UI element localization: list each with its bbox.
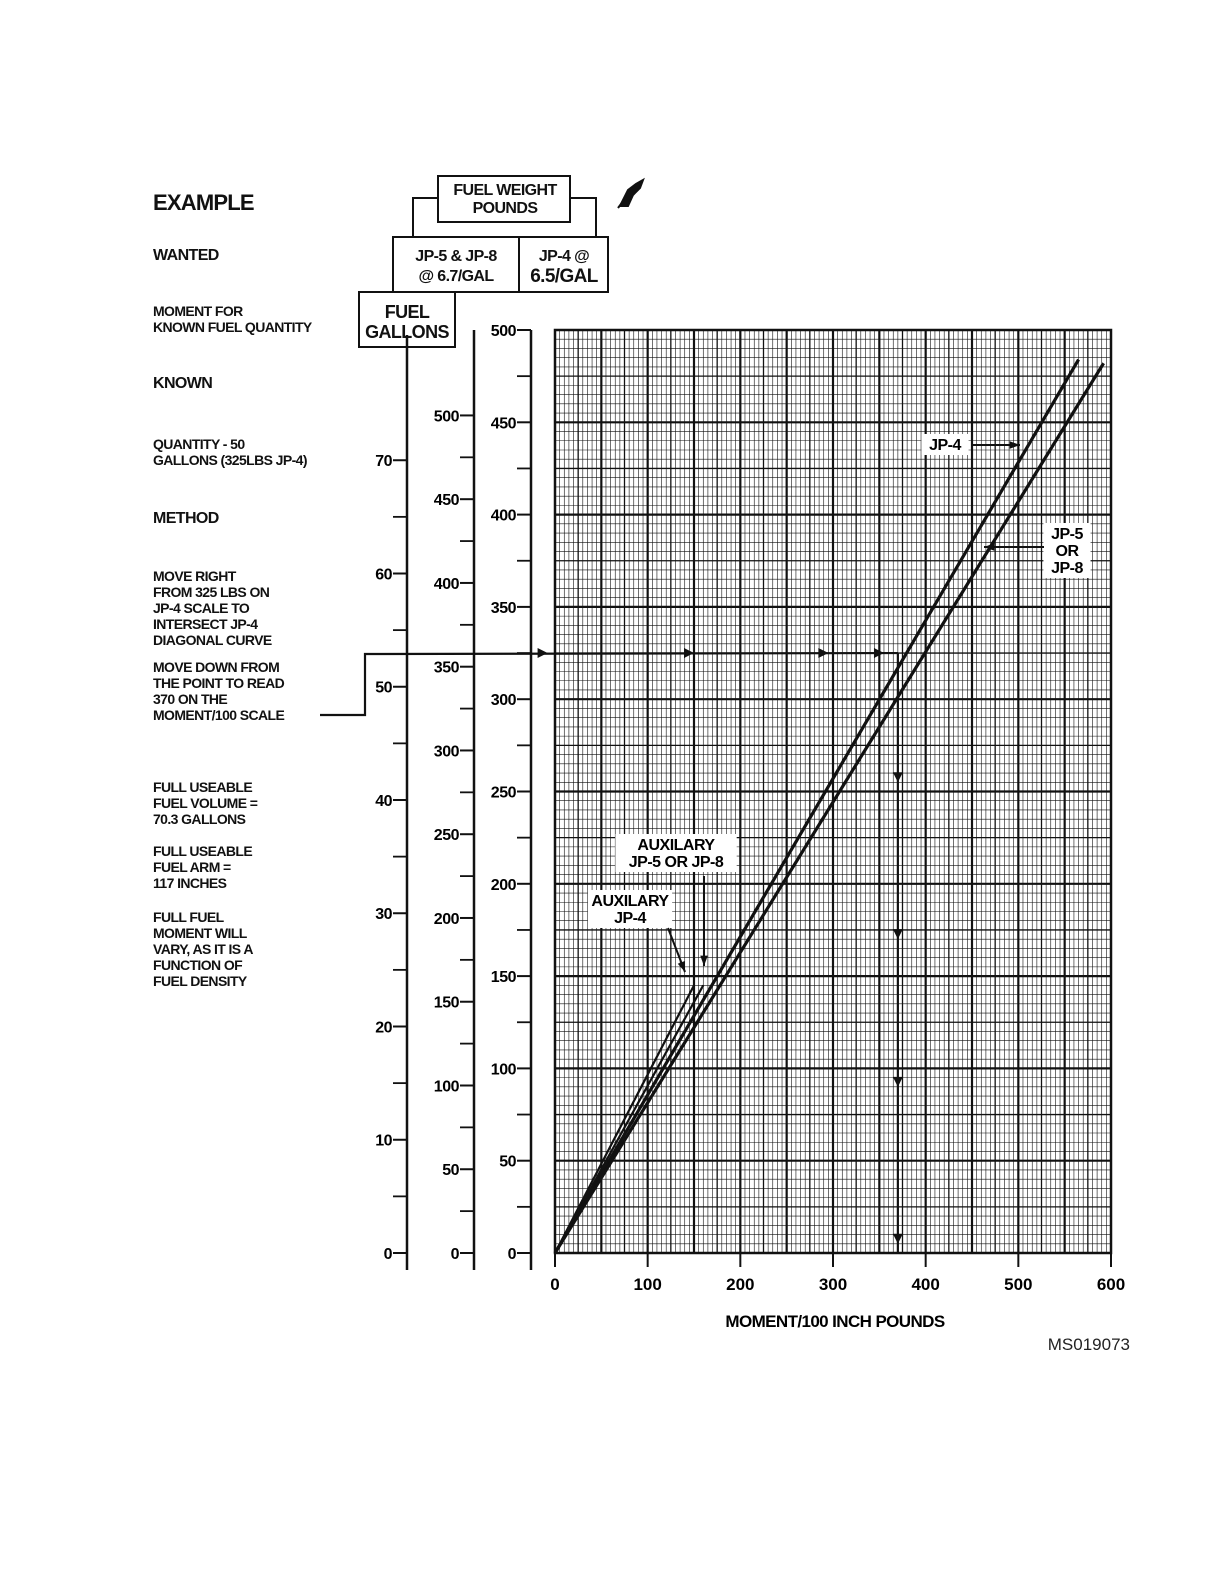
scale-tick-label: 0 [507,1246,516,1263]
scale-tick-label: 50 [442,1162,459,1180]
scale-tick-label: 400 [490,507,516,525]
scale-tick-label: 10 [375,1132,392,1150]
annotation-jp4: JP-4 [929,437,961,454]
jp4-label: 6.5/GAL [530,266,598,287]
scale-tick-label: 0 [383,1246,392,1263]
scale-tick-label: 300 [433,743,459,761]
scale-tick-label: 200 [433,910,459,928]
scale-tick-label: 500 [490,323,516,340]
scale-tick-label: 250 [433,827,459,845]
scale-tick-label: 60 [375,566,392,584]
wanted-heading: WANTED [153,247,219,264]
arrowhead-icon [678,961,685,972]
figure-id: MS019073 [1047,1335,1130,1354]
scale-tick-label: 250 [490,784,516,802]
jp4-label: JP-4 @ [538,248,590,265]
note-fuel-volume: FULL USEABLE FUEL VOLUME = 70.3 GALLONS [153,779,258,827]
fuel-weight-bracket [570,198,596,237]
fuel-weight-label: POUNDS [472,200,538,217]
annotation-jp5-jp8: JP-5 [1051,526,1083,543]
scale-tick-label: 100 [433,1078,459,1096]
scale-tick-label: 400 [433,575,459,593]
scale-tick-label: 30 [375,906,392,924]
gallons-label: GALLONS [365,322,449,342]
series-line [555,363,1104,1253]
scale-tick-label: 50 [499,1153,516,1171]
fuel-scales [375,323,531,1270]
right-arrow-icon [538,648,548,658]
down-arrow-icon [893,929,903,939]
method-step-1: MOVE RIGHT FROM 325 LBS ON JP-4 SCALE TO INTERSECT JP-4 DIAGONAL CURVE [153,568,272,648]
x-tick-label: 200 [726,1275,755,1294]
x-tick-label: 300 [818,1275,848,1294]
right-arrow-icon [818,648,828,658]
x-tick-label: 600 [1096,1275,1126,1294]
scale-tick-label: 40 [375,792,392,810]
series-lines [555,360,1104,1253]
scale-tick-label: 350 [490,599,516,617]
note-fuel-arm: FULL USEABLE FUEL ARM = 117 INCHES [153,843,253,891]
x-tick-labels [550,1253,1125,1294]
down-arrow-icon [893,1234,903,1244]
example-title: EXAMPLE [153,190,254,215]
right-arrow-icon [684,648,694,658]
scale-tick-label: 100 [490,1061,516,1079]
scale-tick-label: 0 [450,1246,459,1263]
annotation-jp5-jp8: JP-8 [1051,560,1083,577]
jp58-label: @ 6.7/GAL [418,268,494,285]
x-tick-label: 400 [911,1275,940,1294]
header-labels [365,182,599,342]
gallons-label: FUEL [384,302,430,322]
scale-tick-label: 300 [490,692,516,710]
scale-tick-label: 200 [490,876,516,894]
method-heading: METHOD [153,510,219,527]
arrowhead-icon [700,956,708,966]
scale-tick-label: 450 [433,492,459,510]
scale-tick-label: 350 [433,659,459,677]
scale-tick-label: 450 [490,415,516,433]
hand-pointer-icon [618,180,643,208]
annotation-aux-jp5-jp8: JP-5 OR JP-8 [628,854,724,871]
note-fuel-moment: FULL FUEL MOMENT WILL VARY, AS IT IS A FUNCTION OF FUEL DENSITY [153,909,253,989]
wanted-text: MOMENT FOR KNOWN FUEL QUANTITY [153,303,312,335]
annotation-aux-jp4: AUXILARY [591,893,669,910]
scale-tick-label: 50 [375,679,392,697]
method-step-2: MOVE DOWN FROM THE POINT TO READ 370 ON THE MOMENT/100 SCALE [153,659,285,723]
scale-tick-label: 150 [433,994,459,1012]
scale-tick-label: 20 [375,1019,392,1037]
x-tick-label: 100 [633,1275,662,1294]
known-text: QUANTITY - 50 GALLONS (325LBS JP-4) [153,436,307,468]
annotation-jp5-jp8: OR [1055,543,1079,560]
annotation-aux-jp4: JP-4 [614,910,646,927]
down-arrow-icon [893,772,903,782]
scale-tick-label: 500 [433,408,459,426]
x-tick-label: 500 [1004,1275,1033,1294]
x-tick-label: 0 [550,1275,560,1294]
scale-tick-label: 70 [375,453,392,471]
annotation-aux-jp5-jp8: AUXILARY [637,837,715,854]
fuel-weight-label: FUEL WEIGHT [453,182,557,199]
jp58-label: JP-5 & JP-8 [415,248,497,265]
x-axis-label: MOMENT/100 INCH POUNDS [725,1312,945,1331]
scale-tick-label: 150 [490,969,516,987]
fuel-weight-bracket [413,198,438,237]
down-arrow-icon [893,1077,903,1087]
known-heading: KNOWN [153,375,213,392]
chart-grid [555,330,1111,1253]
